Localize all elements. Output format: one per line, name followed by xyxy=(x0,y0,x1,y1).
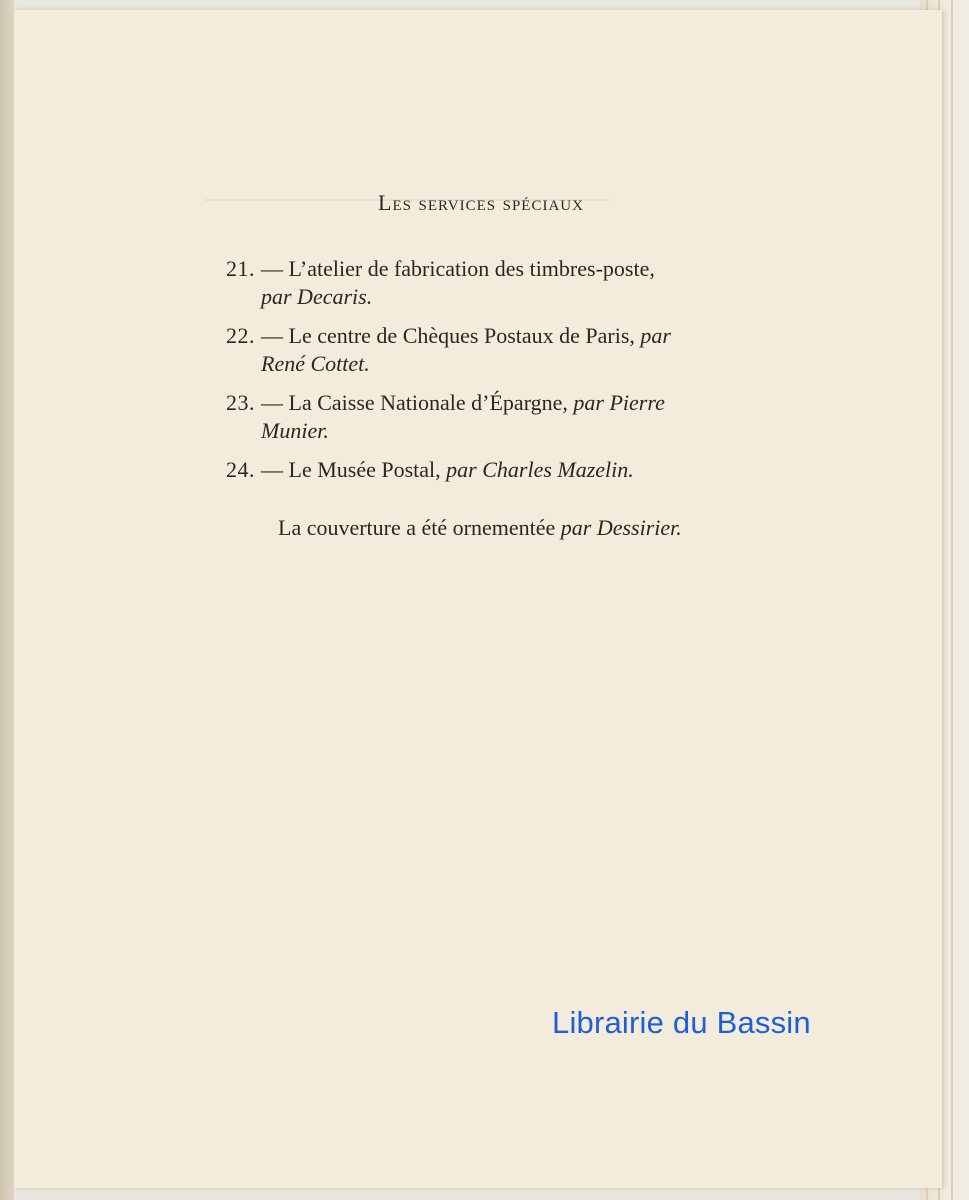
entry-dash: — xyxy=(261,256,283,281)
watermark: Librairie du Bassin xyxy=(552,1005,811,1040)
entry-text xyxy=(261,389,757,445)
entry-credit: par Decaris. xyxy=(261,284,373,309)
entry-text xyxy=(261,255,757,311)
entry-number: 24. xyxy=(226,457,255,482)
entry-dash: — xyxy=(261,457,283,482)
contents-entry xyxy=(197,456,757,484)
entry-number: 21. xyxy=(226,256,255,281)
page-edge-line xyxy=(951,0,953,1200)
entry-text xyxy=(261,322,757,378)
entry-number: 22. xyxy=(226,323,255,348)
entry-credit-head: par Pierre xyxy=(573,390,665,415)
entry-credit: par Charles Mazelin. xyxy=(446,457,634,482)
entry-title: L’atelier de fabrication des timbres-poste, xyxy=(288,256,655,281)
contents-entry xyxy=(197,389,757,445)
entry-credit-head: par xyxy=(640,323,671,348)
page-content xyxy=(197,190,757,542)
entry-credit: Munier. xyxy=(261,418,329,443)
cover-note-text: La couverture a été ornementée xyxy=(278,515,556,540)
entry-title: Le centre de Chèques Postaux de Paris, xyxy=(288,323,635,348)
entry-dash: — xyxy=(261,390,283,415)
entry-title: Le Musée Postal, xyxy=(288,457,441,482)
entry-text xyxy=(261,456,757,484)
entry-credit: René Cottet. xyxy=(261,351,370,376)
contents-entry xyxy=(197,322,757,378)
entry-dash: — xyxy=(261,323,283,348)
contents-entry xyxy=(197,255,757,311)
entry-title: La Caisse Nationale d’Épargne, xyxy=(288,390,568,415)
cover-note-credit: par Dessirier. xyxy=(560,515,682,540)
section-heading: Les services spéciaux xyxy=(378,190,584,215)
scan-background-left xyxy=(0,0,14,1200)
entry-number: 23. xyxy=(226,390,255,415)
cover-note xyxy=(197,514,757,542)
